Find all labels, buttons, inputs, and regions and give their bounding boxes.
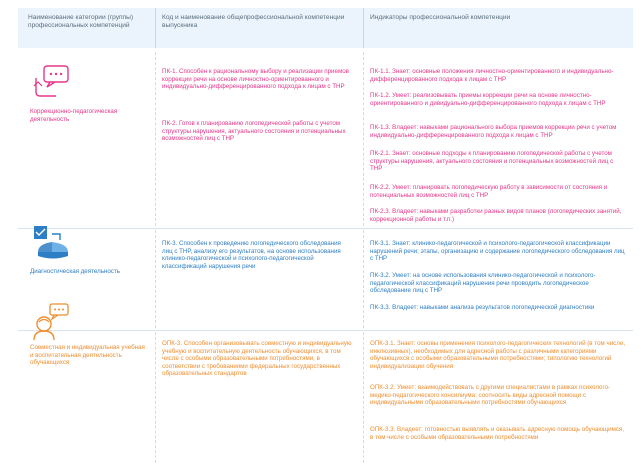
indicator-item: ПК-3.1. Знает: клинико-педагогической и психолого-педагогической классификации нарушений речи; этапы, организацию и содержание логопедического обследования лиц с ТНР — [370, 240, 625, 263]
table-row-diagnostics — [18, 230, 633, 328]
indicator-item: ПК-3.2. Умеет: на основе использования клинико-педагогической и психолого-педагогической классификаций нарушения речи проводить логопедическое обследование лиц с ТНР — [370, 272, 596, 295]
header-divider — [155, 8, 156, 48]
chart-diagnostics-icon — [30, 224, 76, 264]
indicators-cell — [370, 52, 626, 226]
table-row-learning — [18, 332, 633, 463]
competency-item: ПК-2. Готов к планированию логопедической работы с учетом структуры нарушения, актуального состояния и потенциальных возможностей лиц с ТНР — [162, 120, 346, 143]
column-divider — [155, 52, 156, 226]
competency-cell — [162, 230, 352, 328]
competency-cell — [162, 52, 352, 226]
header-competency: Код и наименование общепрофессиональной компетенции выпускника — [162, 14, 345, 30]
indicator-item: ПК-2.2. Умеет: планировать логопедическую работу в зависимости от состояния и потенциальных возможностей лиц с ТНР — [370, 184, 608, 199]
indicator-item: ОПК-3.1. Знает: основы применения психолого-педагогических технологий (в том числе, инклюзивных), необходимых для адресной работы с различными категориями обучающихся с особыми образовательными потребностями; типологию технологий индивидуализации обучения — [370, 340, 626, 370]
indicators-cell — [370, 230, 626, 328]
indicator-item: ОПК-3.3. Владеет: готовностью выявлять и оказывать адресную помощь обучающимся, в том числе с особыми образовательными потребностями — [370, 426, 625, 441]
category-cell — [28, 52, 146, 226]
person-speech-icon — [30, 302, 76, 342]
competency-item: ПК-3. Способен к проведению логопедического обследования лиц с ТНР, анализу его результатов, на основе использования клинико-педагогической и психолого-педагогической классификаций нарушения речи — [162, 240, 341, 270]
speech-bubble-icon — [30, 62, 76, 102]
column-divider — [155, 230, 156, 328]
indicator-item: ПК-1.2. Умеет: реализовывать приемы коррекции речи на основе личностно-ориентированного и дивидуально-дифференцированного подхода к лицам с ТНР — [370, 92, 606, 107]
category-cell — [28, 332, 146, 463]
table-row-correction — [18, 52, 633, 226]
header-category: Наименование категории (группы) профессиональных компетенций — [28, 14, 134, 30]
competency-cell — [162, 332, 352, 463]
indicators-cell — [370, 332, 626, 463]
column-divider — [363, 230, 364, 328]
table-header — [18, 8, 633, 48]
indicator-item: ПК-2.3. Владеет: навыками разработки разных видов планов (логопедических занятий, коррекционной работы и т.п.) — [370, 208, 622, 223]
indicator-item: ПК-2.1. Знает: основные подходы к планированию логопедической работы с учетом структуры нарушения, актуального состояния и потенциальных возможностей лиц с ТНР — [370, 150, 614, 173]
column-divider — [363, 332, 364, 463]
indicator-item: ПК-1.3. Владеет: навыками рационального выбора приемов коррекции речи с учетом индивидуально-дифференцированного подхода к лицам с ТНР — [370, 124, 617, 139]
header-indicators: Индикаторы профессиональной компетенции — [370, 14, 511, 21]
row-separator — [18, 330, 633, 331]
category-label: Совместная и индивидуальная учебная и воспитательная деятельность обучающихся — [30, 344, 145, 367]
header-divider — [363, 8, 364, 48]
competency-item: ПК-1. Способен к рациональному выбору и реализации приемов коррекции речи на основе личностно-ориентированного и индивидуально-дифференцированного подхода к лицам с ТНР — [162, 68, 349, 91]
category-label: Коррекционно-педагогическая деятельность — [30, 108, 118, 123]
category-label: Диагностическая деятельность — [30, 268, 120, 275]
competency-item: ОПК-3. Способен организовывать совместную и индивидуальную учебную и воспитательную деятельность обучающихся, в том числе с особыми образовательными потребностями, в соответствии с требованиями федеральных государственных образовательных стандартов — [162, 340, 352, 378]
indicator-item: ОПК-3.2. Умеет: взаимодействовать с другими специалистами в рамках психолого- медико-педагогического консилиума; соотносить виды адресной помощи с индивидуальными образовательными потребностями обучающихся — [370, 384, 611, 407]
column-divider — [155, 332, 156, 463]
row-separator — [18, 228, 633, 229]
indicator-item: ПК-1.1. Знает: основные положения личностно-ориентированного и индивидуально-дифференцированного подхода к лицам с ТНР — [370, 68, 614, 83]
column-divider — [363, 52, 364, 226]
indicator-item: ПК-3.3. Владеет: навыками анализа результатов логопедической диагностики — [370, 304, 595, 311]
